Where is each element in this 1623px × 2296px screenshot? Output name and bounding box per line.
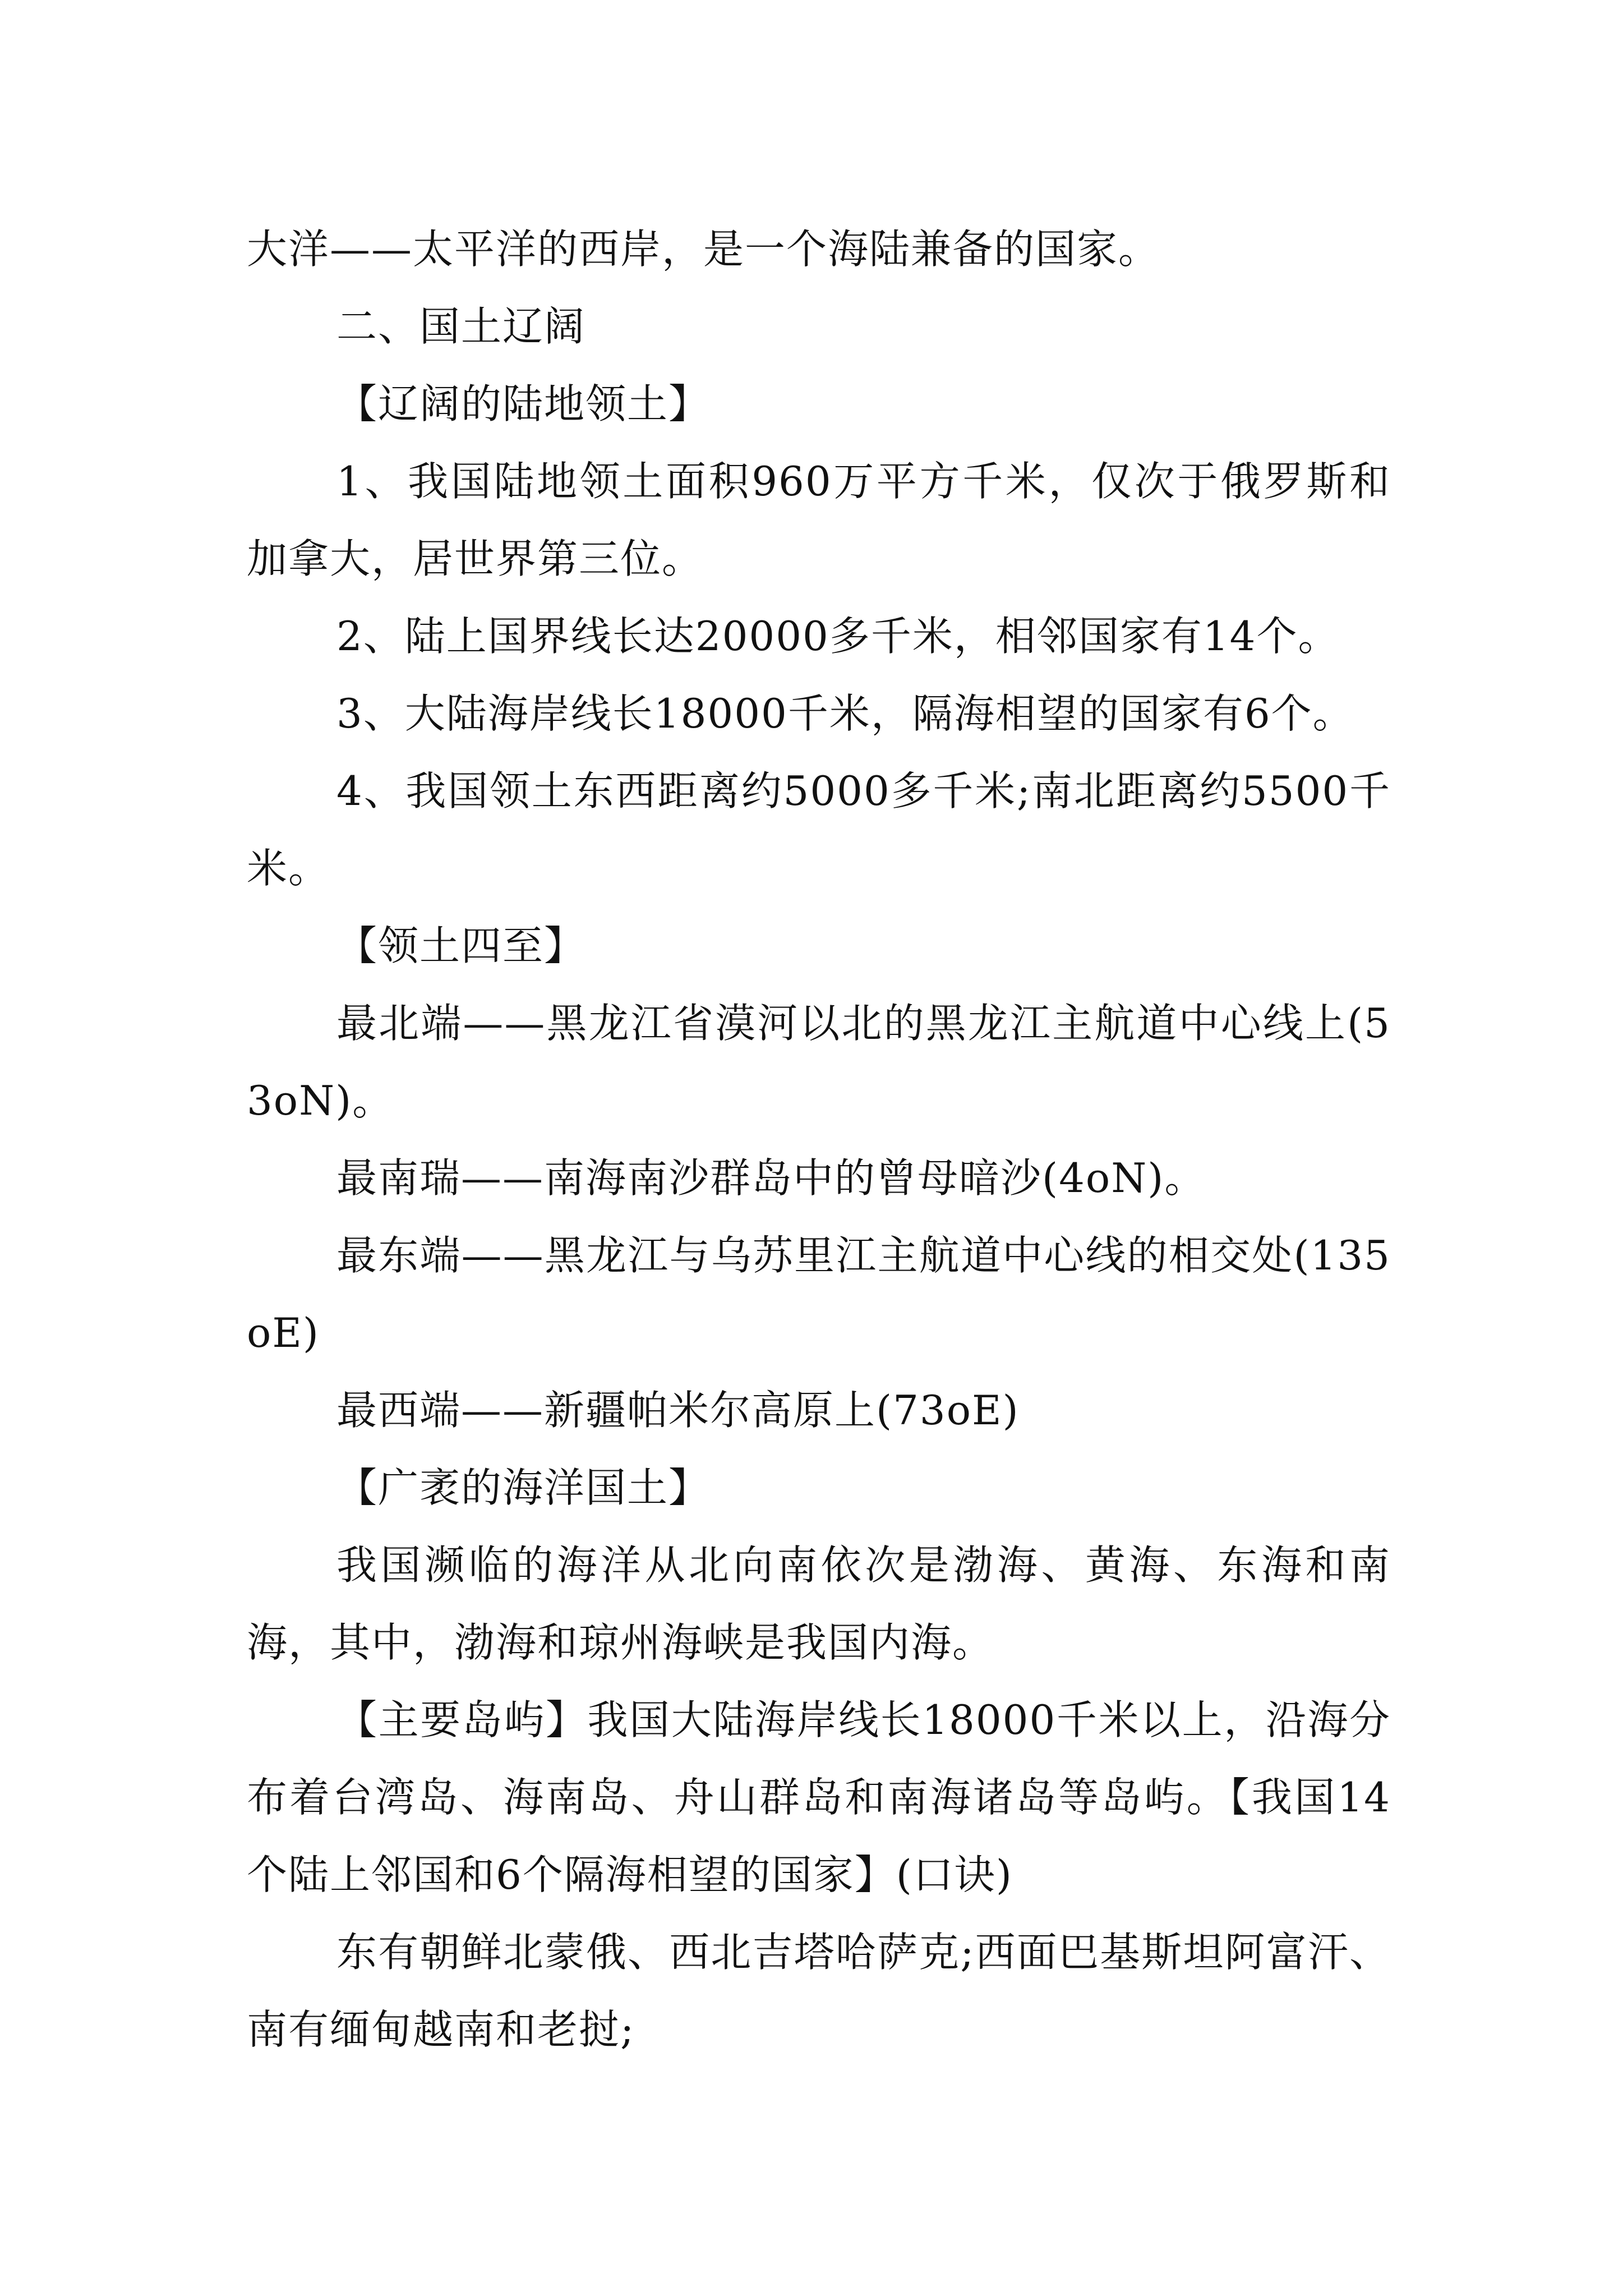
document-body bbox=[247, 210, 1391, 2068]
paragraph-distances: 4、我国领土东西距离约5000多千米;南北距离约5500千米。 bbox=[247, 767, 1391, 892]
paragraph-northernmost: 最北端——黑龙江省漠河以北的黑龙江主航道中心线上(53oN)。 bbox=[247, 1000, 1391, 1124]
paragraph-easternmost: 最东端——黑龙江与乌苏里江主航道中心线的相交处(135oE) bbox=[247, 1232, 1391, 1356]
paragraph-mnemonic: 东有朝鲜北蒙俄、西北吉塔哈萨克;西面巴基斯坦阿富汗、南有缅甸越南和老挝; bbox=[247, 1929, 1391, 2053]
subheading-ocean-territory: 【广袤的海洋国土】 bbox=[336, 1464, 711, 1511]
paragraph-westernmost: 最西端——新疆帕米尔高原上(73oE) bbox=[336, 1387, 1020, 1434]
paragraph-seas: 我国濒临的海洋从北向南依次是渤海、黄海、东海和南海，其中，渤海和琼州海峡是我国内海。 bbox=[247, 1542, 1391, 1666]
section-heading-territory: 二、国土辽阔 bbox=[336, 303, 586, 350]
paragraph-islands: 【主要岛屿】我国大陆海岸线长18000千米以上，沿海分布着台湾岛、海南岛、舟山群岛和南海诸岛等岛屿。【我国14个陆上邻国和6个隔海相望的国家】(口诀) bbox=[247, 1696, 1391, 1898]
paragraph-coastline: 3、大陆海岸线长18000千米，隔海相望的国家有6个。 bbox=[336, 690, 1354, 737]
subheading-land-territory: 【辽阔的陆地领土】 bbox=[336, 380, 711, 427]
paragraph-1: 大洋——太平洋的西岸，是一个海陆兼备的国家。 bbox=[247, 226, 1160, 273]
subheading-extremities: 【领土四至】 bbox=[336, 922, 586, 969]
paragraph-land-border: 2、陆上国界线长达20000多千米，相邻国家有14个。 bbox=[336, 613, 1340, 660]
paragraph-southernmost: 最南瑞——南海南沙群岛中的曾母暗沙(4oN)。 bbox=[336, 1154, 1206, 1202]
paragraph-land-area: 1、我国陆地领土面积960万平方千米，仅次于俄罗斯和加拿大，居世界第三位。 bbox=[247, 458, 1391, 582]
